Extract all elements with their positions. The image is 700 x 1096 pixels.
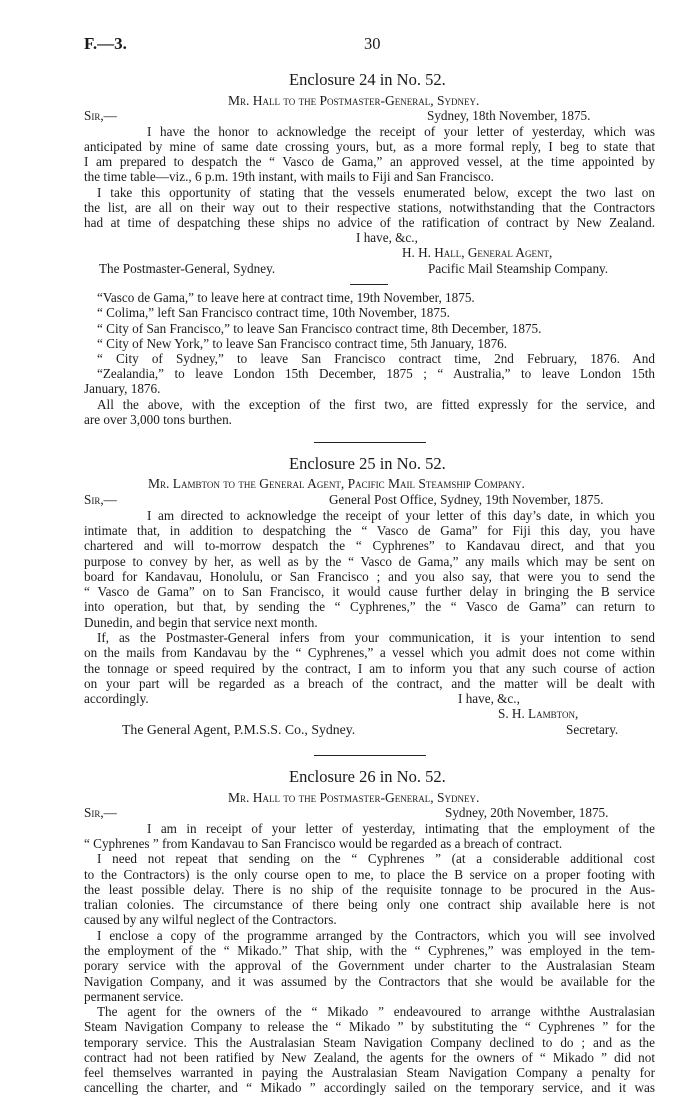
enclosure-26-dateline: Sydney, 20th November, 1875.: [445, 805, 609, 820]
short-divider: [350, 284, 388, 285]
enclosure-24-body-line: I have the honor to acknowledge the receipt of your letter of yesterday, which was: [147, 124, 655, 139]
enclosure-26-heading: Enclosure 26 in No. 52.: [289, 767, 446, 786]
enclosure-26-body-line: the employment of the “ Mikado.” That ship, with the “ Cyphrenes,” was employed in the tem-: [84, 943, 655, 958]
enclosure-24-heading: Enclosure 24 in No. 52.: [289, 70, 446, 89]
enclosure-25-body-line: on your part will be regarded as a breach of the contract, and the matter will be dealt with: [84, 676, 655, 691]
enclosure-25-heading: Enclosure 25 in No. 52.: [289, 454, 446, 473]
enclosure-24-body-line: had at time of despatching these ships no advice of the ratification of contract by New Zealand.: [84, 215, 655, 230]
enclosure-25-body-line: intimate that, in addition to despatching the “ Vasco de Gama” for Fiji this day, you have: [84, 523, 655, 538]
enclosure-25-body-line: Dunedin, and begin that service next month.: [84, 615, 318, 630]
enclosure-25-body-line: board for Kandavau, Honolulu, or San Francisco ; and you also say, that were you to send the: [84, 569, 655, 584]
enclosure-26-from: Mr. Hall to the Postmaster-General, Sydney.: [228, 790, 480, 805]
enclosure-24-signature: [402, 245, 552, 261]
enclosure-26-body-line: I need not repeat that sending on the “ Cyphrenes ” (at a considerable additional cost: [97, 851, 655, 866]
enclosure-26-body-line: tralian colonies. The circumstance of there being only one contract ship available here is not: [84, 897, 655, 912]
enclosure-25-salutation: Sir,—: [84, 492, 117, 507]
enclosure-25-from: Mr. Lambton to the General Agent, Pacific Mail Steamship Company.: [148, 476, 525, 491]
enclosure-24-from: Mr. Hall to the Postmaster-General, Sydney.: [228, 93, 480, 108]
enclosure-25-body-line: into operation, but that, by sending the “ Cyphrenes,” the “ Vasco de Gama” can return to: [84, 599, 655, 614]
enclosure-25-body-line: If, as the Postmaster-General infers from your communication, it is your intention to send: [97, 630, 655, 645]
enclosure-25-body-line: “ Vasco de Gama” on to San Francisco, it would cause further delay in bringing the B service: [84, 584, 655, 599]
enclosure-25-signature-title: Secretary.: [566, 722, 619, 737]
enclosure-26-body-line: Steam Navigation Company to release the “ Mikado ” by substituting the “ Cyphrenes ” for the: [84, 1019, 655, 1034]
enclosure-24-body-line: the time table—viz., 6 p.m. 19th instant, with mails to Fiji and San Francisco.: [84, 169, 494, 184]
enclosure-24-salutation: Sir,—: [84, 108, 117, 123]
enclosure-26-body-line: temporary service. This the Australasian Steam Navigation Company declined to do ; and as the: [84, 1035, 655, 1050]
vessel-line: “ City of San Francisco,” to leave San Francisco contract time, 8th December, 1875.: [97, 321, 542, 336]
section-code: F.—3.: [84, 34, 127, 53]
vessel-line: “Vasco de Gama,” to leave here at contract time, 19th November, 1875.: [97, 290, 475, 305]
enclosure-26-body-line: Navigation Company, and it was assumed by the Contractors that she would be available for the: [84, 974, 655, 989]
enclosure-25-addressee: The General Agent, P.M.S.S. Co., Sydney.: [122, 722, 356, 737]
enclosure-25-body-line: accordingly.: [84, 691, 149, 706]
vessel-line: January, 1876.: [84, 381, 161, 396]
enclosure-26-body-line: “ Cyphrenes ” from Kandavau to San Francisco would be regarded as a breach of contract.: [84, 836, 563, 851]
enclosure-25-body-line: purpose to convey by her, as well as by the “ Vasco de Gama,” any mails which may be sent on: [84, 554, 655, 569]
enclosure-25-body-line: the tonnage or speed required by the contract, I am to inform you that any such course of action: [84, 661, 655, 676]
vessel-line: are over 3,000 tons burthen.: [84, 412, 232, 427]
enclosure-25-body-line: I am directed to acknowledge the receipt of your letter of this day’s date, in which you: [147, 508, 655, 523]
enclosure-24-dateline: Sydney, 18th November, 1875.: [427, 108, 591, 123]
section-divider: [314, 442, 426, 443]
enclosure-25-closing: I have, &c.,: [458, 691, 520, 706]
enclosure-24-body-line: anticipated by mine of same date crossing yours, but, as a more formal reply, I beg to state that: [84, 139, 655, 154]
enclosure-26-body-line: to the Contractors) is the only course open to me, to place the B service on a proper footing with: [84, 867, 655, 882]
vessel-line: “ City of Sydney,” to leave San Francisco contract time, 2nd February, 1876. And: [97, 351, 655, 366]
vessel-line: “ City of New York,” to leave San Francisco contract time, 5th January, 1876.: [97, 336, 508, 351]
page-number: 30: [364, 34, 381, 53]
vessel-line: “ Colima,” left San Francisco contract time, 10th November, 1875.: [97, 305, 450, 320]
signature-name: H. H. Hall, General Agent,: [402, 245, 553, 260]
enclosure-25-body-line: on the mails from Kandavau by the “ Cyphrenes,” a vessel which you admit does not come within: [84, 645, 655, 660]
enclosure-26-body-line: I enclose a copy of the programme arranged by the Contractors, which you will see involved: [97, 928, 655, 943]
enclosure-26-body-line: permanent service.: [84, 989, 184, 1004]
enclosure-26-body-line: porary service with the approval of the Government under charter to the Australasian Steam: [84, 958, 655, 973]
enclosure-25-dateline: General Post Office, Sydney, 19th November, 1875.: [329, 492, 604, 507]
enclosure-26-body-line: I am in receipt of your letter of yesterday, intimating that the employment of the: [147, 821, 655, 836]
enclosure-26-body-line: The agent for the owners of the “ Mikado ” endeavoured to arrange withthe Australasian: [97, 1004, 655, 1019]
enclosure-24-body-line: I am prepared to despatch the “ Vasco de Gama,” an approved vessel, at the time appointed by: [84, 154, 655, 169]
vessel-line: All the above, with the exception of the first two, are fitted expressly for the service, and: [97, 397, 655, 412]
enclosure-26-body-line: the least possible delay. There is no ship of the requisite tonnage to be procured in the Aus-: [84, 882, 655, 897]
enclosure-24-body-line: I take this opportunity of stating that the vessels enumerated below, except the two last on: [97, 185, 655, 200]
enclosure-24-body-line: the list, are all on their way out to their respective stations, notwithstanding that the Contractors: [84, 200, 655, 215]
enclosure-26-body-line: caused by any wilful neglect of the Contractors.: [84, 912, 337, 927]
enclosure-24-closing: I have, &c.,: [356, 230, 418, 245]
section-divider: [314, 755, 426, 756]
enclosure-26-body-line: feel themselves warranted in paying the Australasian Steam Navigation Company a penalty for: [84, 1065, 655, 1080]
enclosure-26-salutation: Sir,—: [84, 805, 117, 820]
enclosure-24-addressee: The Postmaster-General, Sydney.: [99, 261, 276, 276]
enclosure-25-body-line: chartered and will to-morrow despatch the “ Cyphrenes” to Kandavau direct, and that you: [84, 538, 655, 553]
enclosure-26-body-line: contract had not been ratified by New Zealand, the agents for the owners of “ Mikado ” did not: [84, 1050, 655, 1065]
vessel-line: “Zealandia,” to leave London 15th December, 1875 ; “ Australia,” to leave London 15th: [97, 366, 655, 381]
enclosure-24-signature-org: Pacific Mail Steamship Company.: [428, 261, 609, 276]
enclosure-25-signature: S. H. Lambton,: [498, 706, 579, 721]
enclosure-26-body-line: cancelling the charter, and “ Mikado ” accordingly sailed on the temporary service, and it was: [84, 1080, 655, 1095]
